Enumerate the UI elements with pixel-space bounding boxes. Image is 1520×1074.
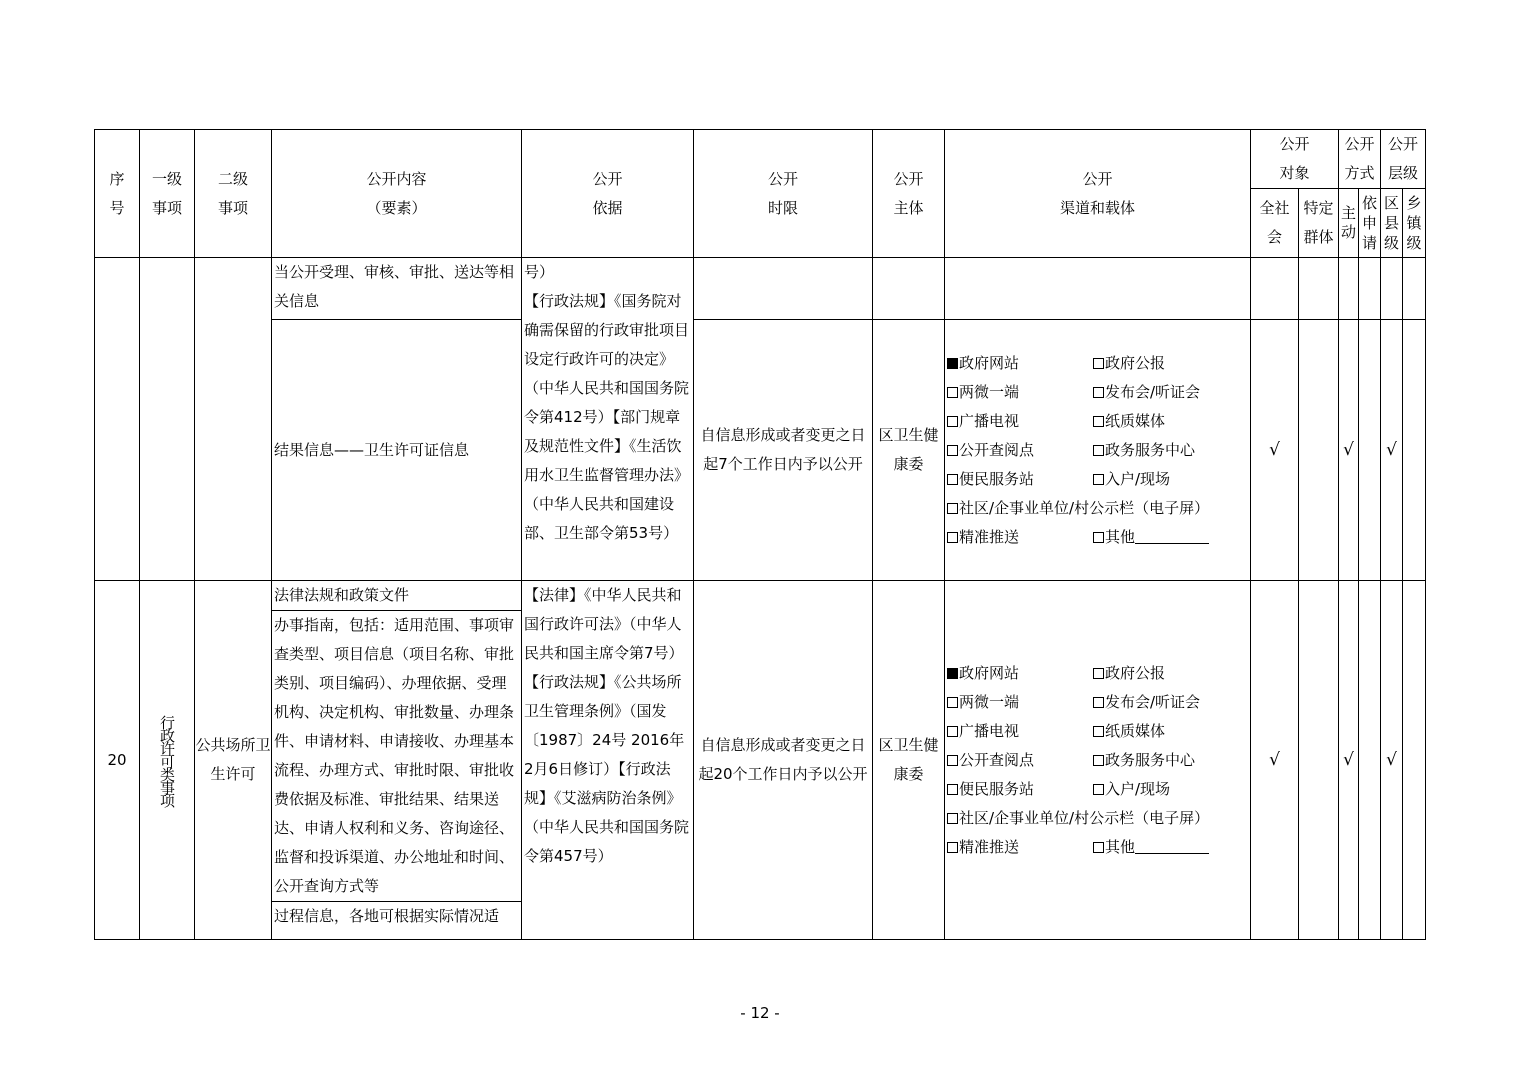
- channel-label: 政务服务中心: [1105, 440, 1196, 459]
- checkbox-icon: [947, 474, 958, 485]
- table-cell: [694, 258, 873, 320]
- table-cell: [95, 258, 140, 581]
- table-cell: [873, 258, 945, 320]
- channel-row: [947, 746, 1250, 775]
- channel-row: [947, 378, 1250, 407]
- header-level-county: 区县级: [1381, 189, 1403, 258]
- blank-line: [1135, 839, 1209, 854]
- blank-line: [1135, 529, 1209, 544]
- channel-label: 精准推送: [959, 837, 1020, 856]
- channels-cell: [945, 581, 1251, 940]
- header-target-specific: 特定 群体: [1299, 189, 1339, 258]
- checkbox-icon: [1093, 842, 1104, 853]
- checkbox-icon: [947, 813, 958, 824]
- header-method-active: 主动: [1339, 189, 1359, 258]
- channel-row: [947, 465, 1250, 494]
- table-cell: [195, 258, 272, 581]
- time-limit-cell: 自信息形成或者变更之日起20个工作日内予以公开: [694, 581, 873, 940]
- header-level-town: 乡镇级: [1403, 189, 1426, 258]
- basis-cell: 号） 【行政法规】《国务院对确需保留的行政审批项目设定行政许可的决定》（中华人民共和国国务院令第412号）【部门规章及规范性文件】《生活饮用水卫生监督管理办法》（中华人民共和国建设部、卫生部令第53号）: [522, 258, 694, 581]
- check-target-all: √: [1251, 581, 1299, 940]
- check-level-county: √: [1381, 581, 1403, 940]
- table-cell: [140, 258, 195, 581]
- channel-row: [947, 523, 1250, 552]
- channel-label: 公开查阅点: [959, 750, 1035, 769]
- channel-label: 政府网站: [959, 353, 1020, 372]
- channel-label: 纸质媒体: [1105, 411, 1166, 430]
- check-method-active: √: [1339, 581, 1359, 940]
- channel-label: 公开查阅点: [959, 440, 1035, 459]
- channel-row: [947, 804, 1250, 833]
- checkbox-icon: [1093, 784, 1104, 795]
- channel-label: 两微一端: [959, 382, 1020, 401]
- table-cell: [1381, 258, 1403, 320]
- channel-list: [947, 659, 1250, 862]
- check-target-specific: [1299, 320, 1339, 581]
- table-cell: [945, 258, 1251, 320]
- channel-label: 社区/企事业单位/村公示栏（电子屏）: [959, 808, 1210, 827]
- channel-row: [947, 659, 1250, 688]
- checkbox-icon: [947, 668, 958, 679]
- channel-label: 便民服务站: [959, 469, 1035, 488]
- check-level-county: √: [1381, 320, 1403, 581]
- page-number: - 12 -: [740, 1004, 780, 1022]
- header-channels: 公开 渠道和载体: [945, 130, 1251, 258]
- checkbox-icon: [947, 416, 958, 427]
- disclosure-table: [94, 129, 1426, 940]
- checkbox-icon: [947, 358, 958, 369]
- subject-cell: 区卫生健康委: [873, 320, 945, 581]
- time-limit-cell: 自信息形成或者变更之日起7个工作日内予以公开: [694, 320, 873, 581]
- checkbox-icon: [947, 784, 958, 795]
- channels-cell: [945, 320, 1251, 581]
- checkbox-icon: [947, 726, 958, 737]
- channel-label: 发布会/听证会: [1105, 382, 1201, 401]
- channel-label: 政府网站: [959, 663, 1020, 682]
- channel-row: [947, 407, 1250, 436]
- checkbox-icon: [947, 842, 958, 853]
- content-item: 法律法规和政策文件: [274, 586, 410, 604]
- channel-row: [947, 833, 1250, 862]
- channel-label: 便民服务站: [959, 779, 1035, 798]
- content-item: 过程信息，各地可根据实际情况适: [272, 901, 521, 931]
- content-cell-top: 当公开受理、审核、审批、送达等相关信息: [272, 258, 522, 320]
- header-time-limit: 公开 时限: [694, 130, 873, 258]
- checkbox-icon: [947, 503, 958, 514]
- check-level-town: [1403, 320, 1426, 581]
- channel-label: 政务服务中心: [1105, 750, 1196, 769]
- checkbox-icon: [1093, 532, 1104, 543]
- header-level2: 二级 事项: [195, 130, 272, 258]
- channel-label: 精准推送: [959, 527, 1020, 546]
- channel-row: [947, 494, 1250, 523]
- checkbox-icon: [947, 387, 958, 398]
- table-cell: [1359, 258, 1381, 320]
- channel-label: 其他: [1105, 837, 1136, 856]
- header-method-request: 依申请: [1359, 189, 1381, 258]
- checkbox-icon: [947, 697, 958, 708]
- seq-cell: 20: [95, 581, 140, 940]
- content-item: 办事指南，包括：适用范围、事项审查类型、项目信息（项目名称、审批类别、项目编码）、办理依据、受理机构、决定机构、审批数量、办理条件、申请材料、申请接收、办理基本流程、办理方式、审批时限、审批收费依据及标准、审批结果、结果送达、申请人权利和义务、咨询途径、监督和投诉渠道、办公地址和时间、公开查询方式等: [272, 610, 521, 901]
- channel-label: 两微一端: [959, 692, 1020, 711]
- channel-label: 政府公报: [1105, 353, 1166, 372]
- channel-label: 发布会/听证会: [1105, 692, 1201, 711]
- checkbox-icon: [947, 445, 958, 456]
- checkbox-icon: [1093, 668, 1104, 679]
- channel-label: 政府公报: [1105, 663, 1166, 682]
- channel-list: [947, 349, 1250, 552]
- header-level: 公开 层级: [1381, 130, 1426, 189]
- level1-cell: 行政许可类事项: [140, 581, 195, 940]
- content-cell-result: 结果信息——卫生许可证信息: [272, 320, 522, 581]
- channel-label: 入户/现场: [1105, 469, 1171, 488]
- check-method-request: [1359, 320, 1381, 581]
- checkbox-icon: [1093, 474, 1104, 485]
- channel-row: [947, 349, 1250, 378]
- checkbox-icon: [1093, 726, 1104, 737]
- header-level1: 一级 事项: [140, 130, 195, 258]
- table-cell: [1403, 258, 1426, 320]
- checkbox-icon: [1093, 387, 1104, 398]
- subject-cell: 区卫生健康委: [873, 581, 945, 940]
- checkbox-icon: [1093, 416, 1104, 427]
- header-target-all: 全社 会: [1251, 189, 1299, 258]
- checkbox-icon: [1093, 358, 1104, 369]
- level2-cell: 公共场所卫生许可: [195, 581, 272, 940]
- checkbox-icon: [947, 532, 958, 543]
- check-method-active: √: [1339, 320, 1359, 581]
- channel-row: [947, 775, 1250, 804]
- header-seq: 序 号: [95, 130, 140, 258]
- check-level-town: [1403, 581, 1426, 940]
- table-cell: [1251, 258, 1299, 320]
- channel-label: 其他: [1105, 527, 1136, 546]
- channel-label: 纸质媒体: [1105, 721, 1166, 740]
- channel-row: [947, 717, 1250, 746]
- header-method: 公开 方式: [1339, 130, 1381, 189]
- check-method-request: [1359, 581, 1381, 940]
- table-cell: [1299, 258, 1339, 320]
- basis-cell: 【法律】《中华人民共和国行政许可法》（中华人民共和国主席令第7号）【行政法规】《公共场所卫生管理条例》（国发〔1987〕24号 2016年2月6日修订）【行政法规】《艾滋病防治条例》（中华人民共和国国务院令第457号）: [522, 581, 694, 940]
- check-target-specific: [1299, 581, 1339, 940]
- header-subject: 公开 主体: [873, 130, 945, 258]
- channel-label: 社区/企事业单位/村公示栏（电子屏）: [959, 498, 1210, 517]
- content-cell: [272, 581, 522, 940]
- header-target: 公开 对象: [1251, 130, 1339, 189]
- checkbox-icon: [1093, 697, 1104, 708]
- checkbox-icon: [1093, 445, 1104, 456]
- header-basis: 公开 依据: [522, 130, 694, 258]
- channel-row: [947, 688, 1250, 717]
- channel-label: 广播电视: [959, 411, 1020, 430]
- table-cell: [1339, 258, 1359, 320]
- header-content: 公开内容 （要素）: [272, 130, 522, 258]
- channel-row: [947, 436, 1250, 465]
- checkbox-icon: [1093, 755, 1104, 766]
- checkbox-icon: [947, 755, 958, 766]
- channel-label: 广播电视: [959, 721, 1020, 740]
- channel-label: 入户/现场: [1105, 779, 1171, 798]
- check-target-all: √: [1251, 320, 1299, 581]
